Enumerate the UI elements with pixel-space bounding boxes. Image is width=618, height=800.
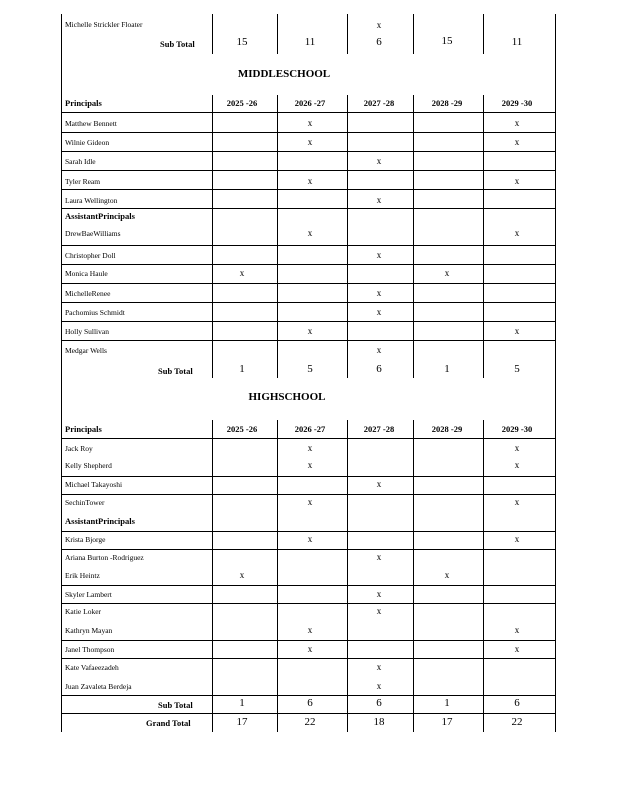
subtotal-value: 1: [239, 363, 245, 375]
col-divider: [347, 14, 348, 54]
row-divider: [61, 170, 556, 171]
year-column-header: 2026 -27: [294, 424, 326, 434]
row-divider: [61, 321, 556, 322]
col-divider: [483, 14, 484, 54]
staff-name: Katie Loker: [65, 607, 102, 616]
row-divider: [61, 494, 556, 495]
staff-name: Kate Vafaeezadeh: [65, 663, 119, 672]
subtotal-value: 6: [307, 697, 313, 709]
assignment-mark: x: [376, 288, 382, 298]
year-column-header: 2025 -26: [226, 424, 258, 434]
col-divider: [413, 14, 414, 54]
staff-name: Ariana Burton -Rodriguez: [65, 553, 144, 562]
staff-name: Laura Wellington: [65, 196, 118, 205]
assignment-mark: x: [307, 326, 313, 336]
assignment-mark: x: [239, 570, 245, 580]
grand-total-value: 22: [304, 716, 316, 728]
assignment-mark: x: [376, 606, 382, 616]
col-divider: [277, 95, 278, 378]
col-divider: [413, 95, 414, 378]
year-column-header: 2028 -29: [431, 424, 463, 434]
col-divider: [483, 95, 484, 378]
row-divider: [61, 151, 556, 152]
staff-name: Erik Heintz: [65, 571, 100, 580]
assignment-mark: x: [376, 307, 382, 317]
assignment-mark: x: [307, 176, 313, 186]
assignment-mark: x: [514, 228, 520, 238]
grand-total-label: Grand Total: [146, 718, 191, 728]
staff-name: Jack Roy: [65, 444, 93, 453]
assignment-mark: x: [307, 443, 313, 453]
principals-header: Principals: [65, 98, 102, 108]
col-divider: [212, 420, 213, 732]
assignment-mark: x: [514, 497, 520, 507]
row-divider: [61, 658, 556, 659]
assignment-mark: x: [376, 345, 382, 355]
assignment-mark: x: [514, 460, 520, 470]
row-divider: [61, 585, 556, 586]
staff-name: Matthew Bennett: [65, 119, 117, 128]
row-divider: [61, 549, 556, 550]
subtotal-value: 5: [514, 363, 520, 375]
staff-name: Tyler Ream: [65, 177, 101, 186]
top-subtotal-value: 11: [511, 36, 523, 48]
assistant-principals-label: AssistantPrincipals: [65, 516, 135, 526]
assignment-mark: x: [514, 625, 520, 635]
top-row-name: Michelle Strickler Floater: [65, 20, 143, 29]
staff-name: MichelleRenee: [65, 289, 111, 298]
row-divider: [61, 189, 556, 190]
assignment-mark: x: [514, 326, 520, 336]
top-subtotal-value: 11: [304, 36, 316, 48]
assignment-mark: x: [307, 228, 313, 238]
assignment-mark: x: [307, 497, 313, 507]
assignment-mark: x: [514, 443, 520, 453]
staff-name: Wilnie Gideon: [65, 138, 110, 147]
assignment-mark: x: [376, 589, 382, 599]
col-divider: [347, 95, 348, 378]
top-subtotal-value: 15: [441, 35, 453, 47]
subtotal-value: 1: [239, 697, 245, 709]
row-divider: [61, 476, 556, 477]
row-divider: [61, 695, 556, 696]
staff-name: Medgar Wells: [65, 346, 107, 355]
assignment-mark: x: [376, 552, 382, 562]
subtotal-label: Sub Total: [158, 366, 193, 376]
staff-name: Monica Haule: [65, 269, 108, 278]
staff-name: Skyler Lambert: [65, 590, 112, 599]
year-column-header: 2027 -28: [363, 424, 395, 434]
year-column-header: 2026 -27: [294, 98, 326, 108]
assignment-mark: x: [514, 534, 520, 544]
assignment-mark: x: [514, 176, 520, 186]
row-divider: [61, 112, 556, 113]
assignment-mark: x: [514, 137, 520, 147]
subtotal-value: 6: [376, 363, 382, 375]
col-divider: [347, 420, 348, 732]
staff-name: Michael Takayoshi: [65, 480, 123, 489]
col-divider: [212, 14, 213, 54]
subtotal-value: 6: [514, 697, 520, 709]
row-divider: [61, 640, 556, 641]
assignment-mark: x: [376, 479, 382, 489]
staff-name: Holly Sullivan: [65, 327, 109, 336]
row-divider: [61, 302, 556, 303]
subtotal-label: Sub Total: [158, 700, 193, 710]
top-subtotal-label: Sub Total: [160, 39, 195, 49]
assignment-mark: x: [376, 195, 382, 205]
row-divider: [61, 713, 556, 714]
grand-total-value: 17: [441, 716, 453, 728]
subtotal-value: 1: [444, 697, 450, 709]
year-column-header: 2029 -30: [501, 98, 533, 108]
staff-name: SechinTower: [65, 498, 105, 507]
principals-header: Principals: [65, 424, 102, 434]
right-border: [555, 14, 556, 732]
top-row-mark: x: [376, 20, 382, 30]
assignment-mark: x: [444, 570, 450, 580]
row-divider: [61, 603, 556, 604]
assignment-mark: x: [239, 268, 245, 278]
year-column-header: 2028 -29: [431, 98, 463, 108]
grand-total-value: 18: [373, 716, 385, 728]
staff-name: Christopher Doll: [65, 251, 116, 260]
assignment-mark: x: [514, 644, 520, 654]
subtotal-value: 1: [444, 363, 450, 375]
assignment-mark: x: [307, 625, 313, 635]
assignment-mark: x: [376, 156, 382, 166]
staff-name: Krista Bjorge: [65, 535, 106, 544]
staff-name: Janel Thompson: [65, 645, 115, 654]
grand-total-value: 17: [236, 716, 248, 728]
assignment-mark: x: [376, 681, 382, 691]
assignment-mark: x: [307, 118, 313, 128]
row-divider: [61, 283, 556, 284]
staff-name: Pachomius Schmidt: [65, 308, 125, 317]
assignment-mark: x: [307, 644, 313, 654]
year-column-header: 2029 -30: [501, 424, 533, 434]
assistant-principals-label: AssistantPrincipals: [65, 211, 135, 221]
row-divider: [61, 438, 556, 439]
assignment-mark: x: [514, 118, 520, 128]
assignment-mark: x: [376, 662, 382, 672]
row-divider: [61, 531, 556, 532]
col-divider: [277, 14, 278, 54]
top-subtotal-value: 6: [376, 36, 382, 48]
assignment-mark: x: [307, 137, 313, 147]
row-divider: [61, 132, 556, 133]
col-divider: [212, 95, 213, 378]
middle-school-title: MIDDLESCHOOL: [237, 68, 331, 80]
subtotal-value: 5: [307, 363, 313, 375]
assignment-mark: x: [307, 460, 313, 470]
assignment-mark: x: [376, 250, 382, 260]
col-divider: [483, 420, 484, 732]
staff-name: Kelly Shepherd: [65, 461, 112, 470]
row-divider: [61, 340, 556, 341]
staff-name: Sarah Idle: [65, 157, 96, 166]
assignment-mark: x: [444, 268, 450, 278]
year-column-header: 2025 -26: [226, 98, 258, 108]
left-border: [61, 14, 62, 732]
high-school-title: HIGHSCHOOL: [248, 391, 326, 403]
row-divider: [61, 245, 556, 246]
grand-total-value: 22: [511, 716, 523, 728]
subtotal-value: 6: [376, 697, 382, 709]
row-divider: [61, 264, 556, 265]
year-column-header: 2027 -28: [363, 98, 395, 108]
staff-name: Kathryn Mayan: [65, 626, 113, 635]
col-divider: [277, 420, 278, 732]
staff-name: Juan Zavaleta Berdeja: [65, 682, 132, 691]
staff-name: DrewBaeWilliams: [65, 229, 121, 238]
row-divider: [61, 208, 556, 209]
top-subtotal-value: 15: [236, 36, 248, 48]
assignment-mark: x: [307, 534, 313, 544]
col-divider: [413, 420, 414, 732]
